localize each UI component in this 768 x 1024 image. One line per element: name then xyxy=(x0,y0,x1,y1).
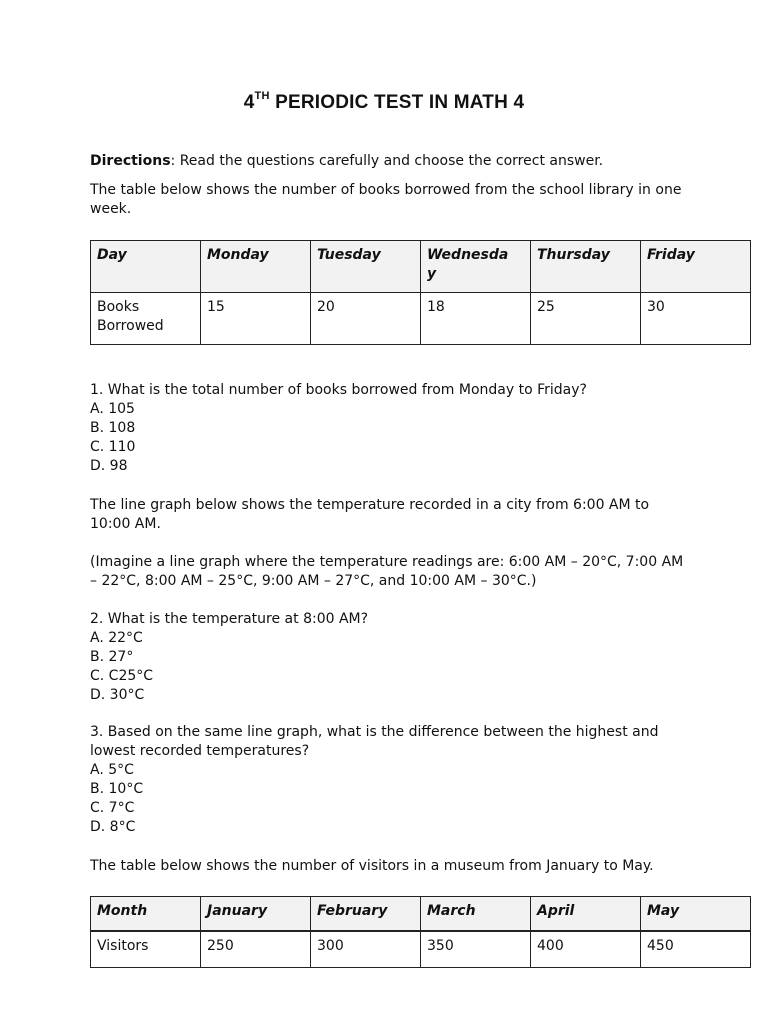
museum-visitors-table xyxy=(90,896,751,968)
choice-a: A. 5°C xyxy=(90,762,134,778)
table-row xyxy=(91,931,751,968)
choice-d: D. 30°C xyxy=(90,687,145,703)
title-text: PERIODIC TEST IN MATH 4 xyxy=(269,92,525,113)
table-header-cell: Tuesday xyxy=(311,241,421,293)
imagine-note-line-1: (Imagine a line graph where the temperature readings are: 6:00 AM – 20°C, 7:00 AM xyxy=(90,554,684,570)
table-header-cell: May xyxy=(641,897,751,932)
directions xyxy=(90,152,682,171)
directions-label: Directions xyxy=(90,153,171,169)
table-header-cell: Wednesda y xyxy=(421,241,531,293)
choice-a: A. 22°C xyxy=(90,630,143,646)
intro-visitors xyxy=(90,857,682,876)
choice-c: C. 7°C xyxy=(90,800,135,816)
table-row xyxy=(91,293,751,345)
choice-c: C. C25°C xyxy=(90,668,154,684)
table-header-cell: January xyxy=(201,897,311,932)
table-header-cell: March xyxy=(421,897,531,932)
table-cell: 450 xyxy=(641,931,751,968)
table-header-cell: Monday xyxy=(201,241,311,293)
question-2-text: 2. What is the temperature at 8:00 AM? xyxy=(90,611,369,627)
choice-b: B. 108 xyxy=(90,420,136,436)
table-header-cell: Day xyxy=(91,241,201,293)
question-1 xyxy=(90,381,682,476)
intro-visitors-line-1: The table below shows the number of visitors in a museum from January to May. xyxy=(90,858,654,874)
question-3-text-line-1: 3. Based on the same line graph, what is the difference between the highest and xyxy=(90,724,659,740)
table-cell: 18 xyxy=(421,293,531,345)
page-title xyxy=(0,92,768,114)
choice-b: B. 27° xyxy=(90,649,134,665)
question-3 xyxy=(90,723,682,837)
table-header-row xyxy=(91,897,751,932)
table-cell: 15 xyxy=(201,293,311,345)
table-header-cell: Friday xyxy=(641,241,751,293)
intro-temperature-line-2: 10:00 AM. xyxy=(90,516,161,532)
table-cell: 300 xyxy=(311,931,421,968)
question-1-text: 1. What is the total number of books borrowed from Monday to Friday? xyxy=(90,382,587,398)
books-borrowed-table xyxy=(90,240,751,345)
intro-books-line-2: week. xyxy=(90,201,132,217)
title-number: 4 xyxy=(243,92,255,113)
table-cell: 250 xyxy=(201,931,311,968)
choice-b: B. 10°C xyxy=(90,781,144,797)
table-header-cell: Thursday xyxy=(531,241,641,293)
imagine-note xyxy=(90,553,682,591)
title-superscript: TH xyxy=(254,90,270,102)
table-cell: Books Borrowed xyxy=(91,293,201,345)
table-header-row xyxy=(91,241,751,293)
table-cell: 30 xyxy=(641,293,751,345)
question-3-text-line-2: lowest recorded temperatures? xyxy=(90,743,310,759)
choice-d: D. 8°C xyxy=(90,819,136,835)
table-cell: 400 xyxy=(531,931,641,968)
question-2 xyxy=(90,610,682,705)
choice-c: C. 110 xyxy=(90,439,136,455)
intro-temperature-line-1: The line graph below shows the temperature recorded in a city from 6:00 AM to xyxy=(90,497,650,513)
intro-books xyxy=(90,181,682,219)
table-cell: 20 xyxy=(311,293,421,345)
intro-books-line-1: The table below shows the number of books borrowed from the school library in one xyxy=(90,182,682,198)
table-cell: Visitors xyxy=(91,931,201,968)
table-header-cell: Month xyxy=(91,897,201,932)
imagine-note-line-2: – 22°C, 8:00 AM – 25°C, 9:00 AM – 27°C, and 10:00 AM – 30°C.) xyxy=(90,573,537,589)
choice-a: A. 105 xyxy=(90,401,135,417)
table-cell: 25 xyxy=(531,293,641,345)
intro-temperature xyxy=(90,496,682,534)
table-cell: 350 xyxy=(421,931,531,968)
directions-text: : Read the questions carefully and choose the correct answer. xyxy=(170,153,604,169)
choice-d: D. 98 xyxy=(90,458,128,474)
table-header-cell: April xyxy=(531,897,641,932)
table-header-cell: February xyxy=(311,897,421,932)
